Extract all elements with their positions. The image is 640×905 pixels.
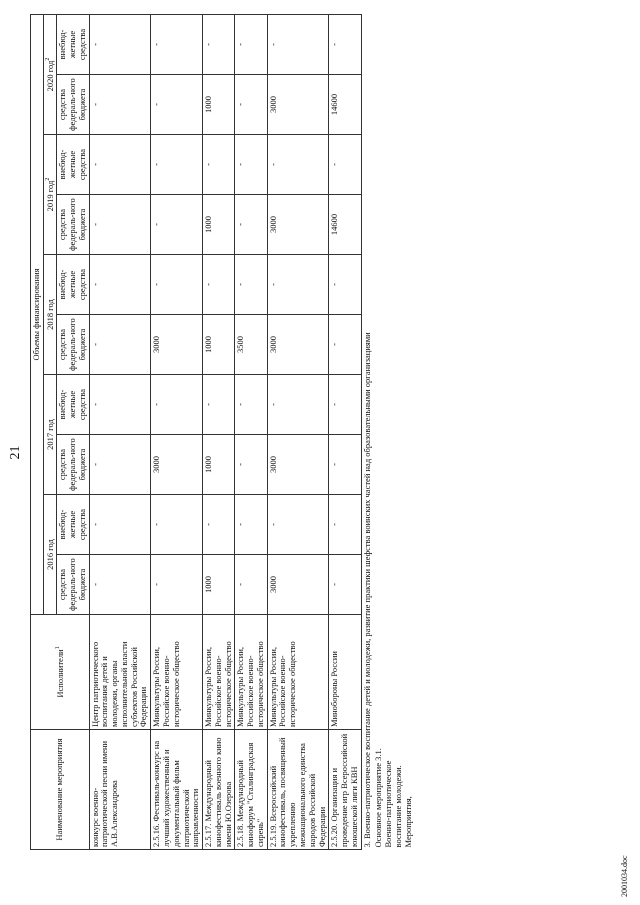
sub-offbudget: внебюд-жетные средства <box>57 375 89 435</box>
funding-value: 3000 <box>267 75 329 135</box>
funding-value: - <box>329 435 361 495</box>
funding-value: 3500 <box>235 315 267 375</box>
funding-value: - <box>329 135 361 195</box>
header-name: Наименование мероприятия <box>31 730 90 850</box>
event-executors: Минкультуры России, Российское военно-историческое общество <box>151 615 203 730</box>
funding-value: - <box>329 14 361 74</box>
event-executors: Минкультуры России, Российское военно-историческое общество <box>235 615 267 730</box>
funding-value: - <box>235 195 267 255</box>
funding-value: - <box>89 495 151 555</box>
funding-value: 1000 <box>203 195 235 255</box>
funding-value: - <box>89 14 151 74</box>
year-2016: 2016 год <box>43 495 57 615</box>
funding-value: - <box>267 495 329 555</box>
year-2018: 2018 год <box>43 255 57 375</box>
funding-value: - <box>89 315 151 375</box>
funding-value: 1000 <box>203 75 235 135</box>
funding-value: - <box>235 375 267 435</box>
funding-value: - <box>267 255 329 315</box>
funding-value: - <box>151 195 203 255</box>
sub-offbudget: внебюд-жетные средства <box>57 14 89 74</box>
funding-value: 3000 <box>267 315 329 375</box>
year-2019: 2019 год$^2$ <box>43 135 57 255</box>
funding-value: - <box>151 14 203 74</box>
table-row <box>267 14 329 849</box>
funding-value: - <box>329 255 361 315</box>
funding-value: - <box>203 255 235 315</box>
funding-value: 3000 <box>151 315 203 375</box>
footer-filename: 2001034.doc <box>620 855 629 897</box>
funding-value: - <box>203 495 235 555</box>
financing-table <box>30 14 414 850</box>
funding-value: - <box>89 375 151 435</box>
section-3-title: 3. Военно-патриотическое воспитание детей и молодежи, развитие практики шефства воинских частей над образовательными организациями <box>361 332 372 848</box>
funding-value: - <box>89 555 151 615</box>
funding-value: - <box>89 75 151 135</box>
funding-value: - <box>151 135 203 195</box>
sub-federal: средства федераль-ного бюджета <box>57 555 89 615</box>
sub-federal: средства федераль-ного бюджета <box>57 315 89 375</box>
event-name: 2.5.20. Организация и проведение игр Всероссийской юношеской лиги КВН <box>329 730 361 850</box>
event-executors: Минобороны России <box>329 615 361 730</box>
header-executors: Исполнители$^1$ <box>31 615 90 730</box>
funding-value: - <box>151 555 203 615</box>
funding-value: - <box>235 435 267 495</box>
event-name: 2.5.16. Фестиваль-конкурс на лучший художественный и документальный фильм патриотической направленности <box>151 730 203 850</box>
funding-value: - <box>151 75 203 135</box>
funding-value: - <box>235 135 267 195</box>
funding-value: 14600 <box>329 75 361 135</box>
main-event-filler <box>373 14 414 729</box>
funding-value: - <box>151 375 203 435</box>
funding-value: - <box>203 14 235 74</box>
event-name: конкурс военно-патриотической песни имени А.В.Александрова <box>89 730 151 850</box>
sub-federal: средства федераль-ного бюджета <box>57 75 89 135</box>
funding-value: 14600 <box>329 195 361 255</box>
table-row <box>89 14 151 849</box>
year-2020: 2020 год$^2$ <box>43 14 57 134</box>
funding-value: - <box>235 75 267 135</box>
main-event-text: Основное мероприятие 3.1. Военно-патриотическое воспитание молодежи. Мероприятия, <box>373 748 413 848</box>
table-row <box>151 14 203 849</box>
header-financing: Объемы финансирования <box>31 14 44 614</box>
funding-value: 3000 <box>267 195 329 255</box>
funding-value: - <box>235 555 267 615</box>
sub-offbudget: внебюд-жетные средства <box>57 255 89 315</box>
event-executors: Минкультуры России, Российское военно-историческое общество <box>267 615 329 730</box>
header-row-1 <box>31 14 44 849</box>
event-name: 2.5.19. Всероссийский кинофестиваль, посвященный укреплению межнационального единства народов Российской Федерации <box>267 730 329 850</box>
funding-value: 1000 <box>203 315 235 375</box>
funding-value: - <box>203 135 235 195</box>
sub-federal: средства федераль-ного бюджета <box>57 195 89 255</box>
funding-value: - <box>235 14 267 74</box>
funding-value: - <box>151 495 203 555</box>
sub-offbudget: внебюд-жетные средства <box>57 135 89 195</box>
section-3-row <box>361 14 373 849</box>
funding-value: - <box>89 195 151 255</box>
event-name: 2.5.17. Международный кинофестиваль военного кино имени Ю.Озерова <box>203 730 235 850</box>
funding-value: - <box>267 375 329 435</box>
funding-value: - <box>89 135 151 195</box>
table-row <box>329 14 361 849</box>
funding-value: 1000 <box>203 555 235 615</box>
funding-value: - <box>329 375 361 435</box>
event-executors: Центр патриотического воспитания детей и молодежи, органы исполнительной власти субъектов Российской Федерации <box>89 615 151 730</box>
funding-value: - <box>235 495 267 555</box>
funding-value: - <box>329 315 361 375</box>
funding-value: 3000 <box>267 555 329 615</box>
funding-value: 1000 <box>203 435 235 495</box>
funding-value: - <box>89 435 151 495</box>
year-2017: 2017 год <box>43 375 57 495</box>
event-executors: Минкультуры России, Российское военно-историческое общество <box>203 615 235 730</box>
funding-value: - <box>329 495 361 555</box>
funding-value: 3000 <box>267 435 329 495</box>
funding-value: - <box>203 375 235 435</box>
funding-value: - <box>267 14 329 74</box>
event-name: 2.5.18. Международный кинофорум "Сталинградская сирень" <box>235 730 267 850</box>
funding-value: - <box>89 255 151 315</box>
funding-value: - <box>151 255 203 315</box>
sub-offbudget: внебюд-жетные средства <box>57 495 89 555</box>
funding-value: - <box>235 255 267 315</box>
main-event-row <box>373 14 414 849</box>
funding-value: 3000 <box>151 435 203 495</box>
funding-value: - <box>329 555 361 615</box>
funding-value: - <box>267 135 329 195</box>
table-row <box>235 14 267 849</box>
table-row <box>203 14 235 849</box>
sub-federal: средства федераль-ного бюджета <box>57 435 89 495</box>
page-number: 21 <box>8 445 23 460</box>
